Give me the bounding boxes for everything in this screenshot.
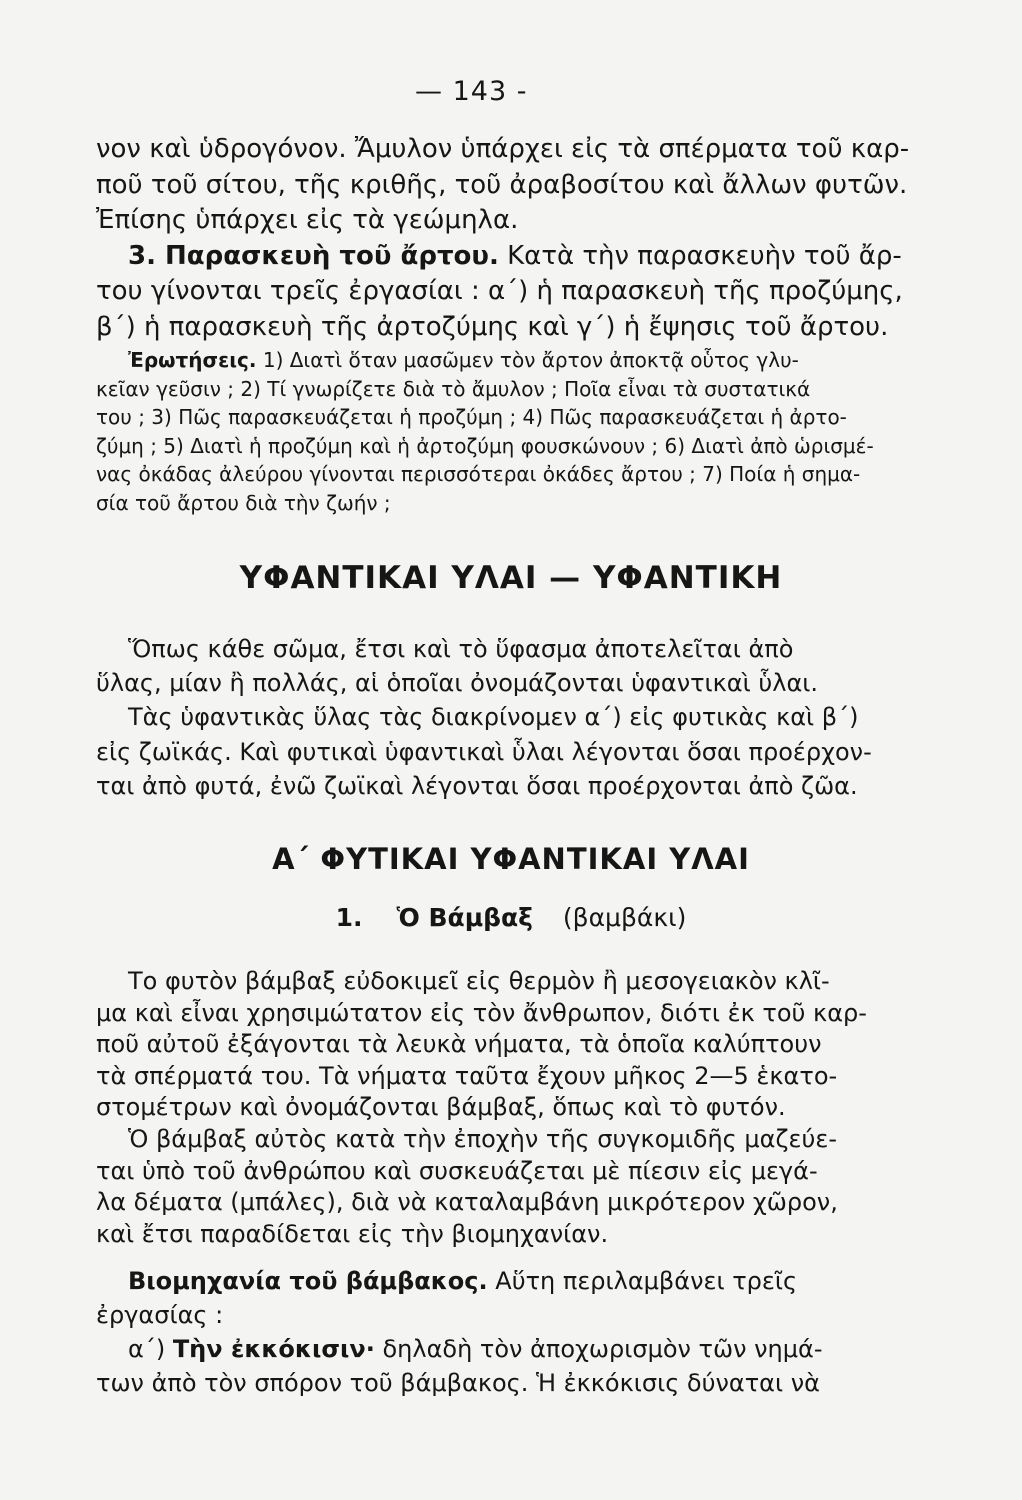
questions-label: Ἐρωτήσεις. bbox=[128, 348, 257, 372]
text-line: ἐργασίας : bbox=[96, 1301, 224, 1329]
text-line: στομέτρων καὶ ὀνομάζονται βάμβαξ, ὅπως καὶ τὸ φυτόν. bbox=[96, 1093, 786, 1122]
text-line: ται ὑπὸ τοῦ ἀνθρώπου καὶ συσκευάζεται μὲ πίεσιν εἰς μεγά- bbox=[96, 1156, 818, 1185]
text-line: ὕλας, μίαν ἢ πολλάς, αἱ ὁποῖαι ὀνομάζονται ὑφαντικαὶ ὗλαι. bbox=[96, 669, 819, 698]
cotton-common-name: (βαμβάκι) bbox=[562, 903, 687, 932]
page-number: — 143 - bbox=[415, 76, 528, 107]
cotton-title: Ὁ Βάμβαξ bbox=[396, 903, 533, 932]
textile-paragraph bbox=[96, 632, 896, 803]
text-line: εἰς ζωϊκάς. Καὶ φυτικαὶ ὑφαντικαὶ ὗλαι λέγονται ὅσαι προέρχον- bbox=[96, 737, 872, 766]
questions-first-line bbox=[96, 346, 896, 375]
section-heading-plant-fibers: Α΄ ΦΥΤΙΚΑΙ ΥΦΑΝΤΙΚΑΙ ΥΛΑΙ bbox=[272, 842, 750, 876]
ginning-line bbox=[96, 1332, 896, 1366]
cotton-subheading bbox=[0, 903, 1022, 932]
section-heading-textiles: ΥΦΑΝΤΙΚΑΙ ΥΛΑΙ — ΥΦΑΝΤΙΚΗ bbox=[239, 560, 783, 596]
text-line: του ; 3) Πῶς παρασκευάζεται ἡ προζύμη ; 4) Πῶς παρασκευάζεται ἡ ἀρτο- bbox=[96, 405, 847, 429]
text-line: τὰ σπέρματά του. Τὰ νήματα ταῦτα ἔχουν μῆκος 2—5 ἑκατο- bbox=[96, 1061, 838, 1090]
text-line: ται ἀπὸ φυτά, ἐνῶ ζωϊκαὶ λέγονται ὅσαι προέρχονται ἀπὸ ζῶα. bbox=[96, 771, 858, 800]
text-line: ποῦ αὐτοῦ ἐξάγονται τὰ λευκὰ νήματα, τὰ ὁποῖα καλύπτουν bbox=[96, 1030, 822, 1059]
text-line: ποῦ τοῦ σίτου, τῆς κριθῆς, τοῦ ἀραβοσίτου καὶ ἄλλων φυτῶν. bbox=[96, 169, 908, 200]
text-line: μα καὶ εἶναι χρησιμώτατον εἰς τὸν ἄνθρωπον, διότι ἐκ τοῦ καρ- bbox=[96, 998, 867, 1027]
text-line: καὶ ἔτσι παραδίδεται εἰς τὴν βιομηχανίαν. bbox=[96, 1219, 609, 1248]
bread-section-title: 3. Παρασκευὴ τοῦ ἄρτου. bbox=[128, 240, 499, 271]
intro-paragraph bbox=[96, 132, 910, 345]
text-line: των ἀπὸ τὸν σπόρον τοῦ βάμβακος. Ἡ ἐκκόκισις δύναται νὰ bbox=[96, 1369, 820, 1397]
cotton-number: 1. bbox=[335, 903, 363, 932]
text-line: ζύμη ; 5) Διατὶ ἡ προζύμη καὶ ἡ ἀρτοζύμη φουσκώνουν ; 6) Διατὶ ἀπὸ ὡρισμέ- bbox=[96, 433, 874, 458]
text-line: β΄) ἡ παρασκευὴ τῆς ἀρτοζύμης καὶ γ΄) ἡ ἔψησις τοῦ ἄρτου. bbox=[96, 311, 889, 342]
text-line: του γίνονται τρεῖς ἐργασίαι : α΄) ἡ παρασκευὴ τῆς προζύμης, bbox=[96, 276, 903, 306]
text-line: Ὅπως κάθε σῶμα, ἔτσι καὶ τὸ ὕφασμα ἀποτελεῖται ἀπὸ bbox=[128, 635, 794, 663]
questions-paragraph bbox=[96, 346, 896, 517]
text-fragment: 1) Διατὶ ὅταν μασῶμεν τὸν ἄρτον ἀποκτᾷ οὗτος γλυ- bbox=[256, 348, 799, 372]
text-line: Το φυτὸν βάμβαξ εὐδοκιμεῖ εἰς θερμὸν ἢ μεσογειακὸν κλῖ- bbox=[128, 967, 830, 995]
text-fragment: Κατὰ τὴν παρασκευὴν τοῦ ἄρ- bbox=[498, 240, 902, 271]
text-line: Τὰς ὑφαντικὰς ὕλας τὰς διακρίνομεν α΄) εἰς φυτικὰς καὶ β΄) bbox=[128, 703, 859, 732]
text-line: Ὁ βάμβαξ αὐτὸς κατὰ τὴν ἐποχὴν τῆς συγκομιδῆς μαζεύε- bbox=[128, 1124, 838, 1153]
text-fragment: α΄) bbox=[128, 1335, 173, 1363]
text-line: λα δέματα (μπάλες), διὰ νὰ καταλαμβάνη μικρότερον χῶρον, bbox=[96, 1188, 838, 1217]
text-fragment: δηλαδὴ τὸν ἀποχωρισμὸν τῶν νημά- bbox=[374, 1335, 823, 1363]
ginning-title: Τὴν ἐκκόκισιν· bbox=[172, 1335, 375, 1363]
text-fragment: Αὕτη περιλαμβάνει τρεῖς bbox=[487, 1267, 798, 1295]
text-line: σία τοῦ ἄρτου διὰ τὴν ζωήν ; bbox=[96, 490, 391, 515]
text-line: νας ὀκάδας ἀλεύρου γίνονται περισσότεραι ὀκάδες ἄρτου ; 7) Ποία ἡ σημα- bbox=[96, 462, 861, 486]
text-line: κεῖαν γεῦσιν ; 2) Τί γνωρίζετε διὰ τὸ ἄμυλον ; Ποῖα εἶναι τὰ συστατικά bbox=[96, 376, 811, 401]
cotton-industry-paragraph bbox=[96, 1264, 896, 1400]
industry-first-line bbox=[96, 1264, 896, 1298]
text-line: νον καὶ ὑδρογόνον. Ἄμυλον ὑπάρχει εἰς τὰ σπέρματα τοῦ καρ- bbox=[96, 134, 910, 164]
bread-heading-line bbox=[96, 239, 902, 275]
text-line: Ἐπίσης ὑπάρχει εἰς τὰ γεώμηλα. bbox=[96, 205, 519, 235]
cotton-industry-title: Βιομηχανία τοῦ βάμβακος. bbox=[128, 1267, 488, 1295]
cotton-paragraph bbox=[96, 966, 896, 1250]
